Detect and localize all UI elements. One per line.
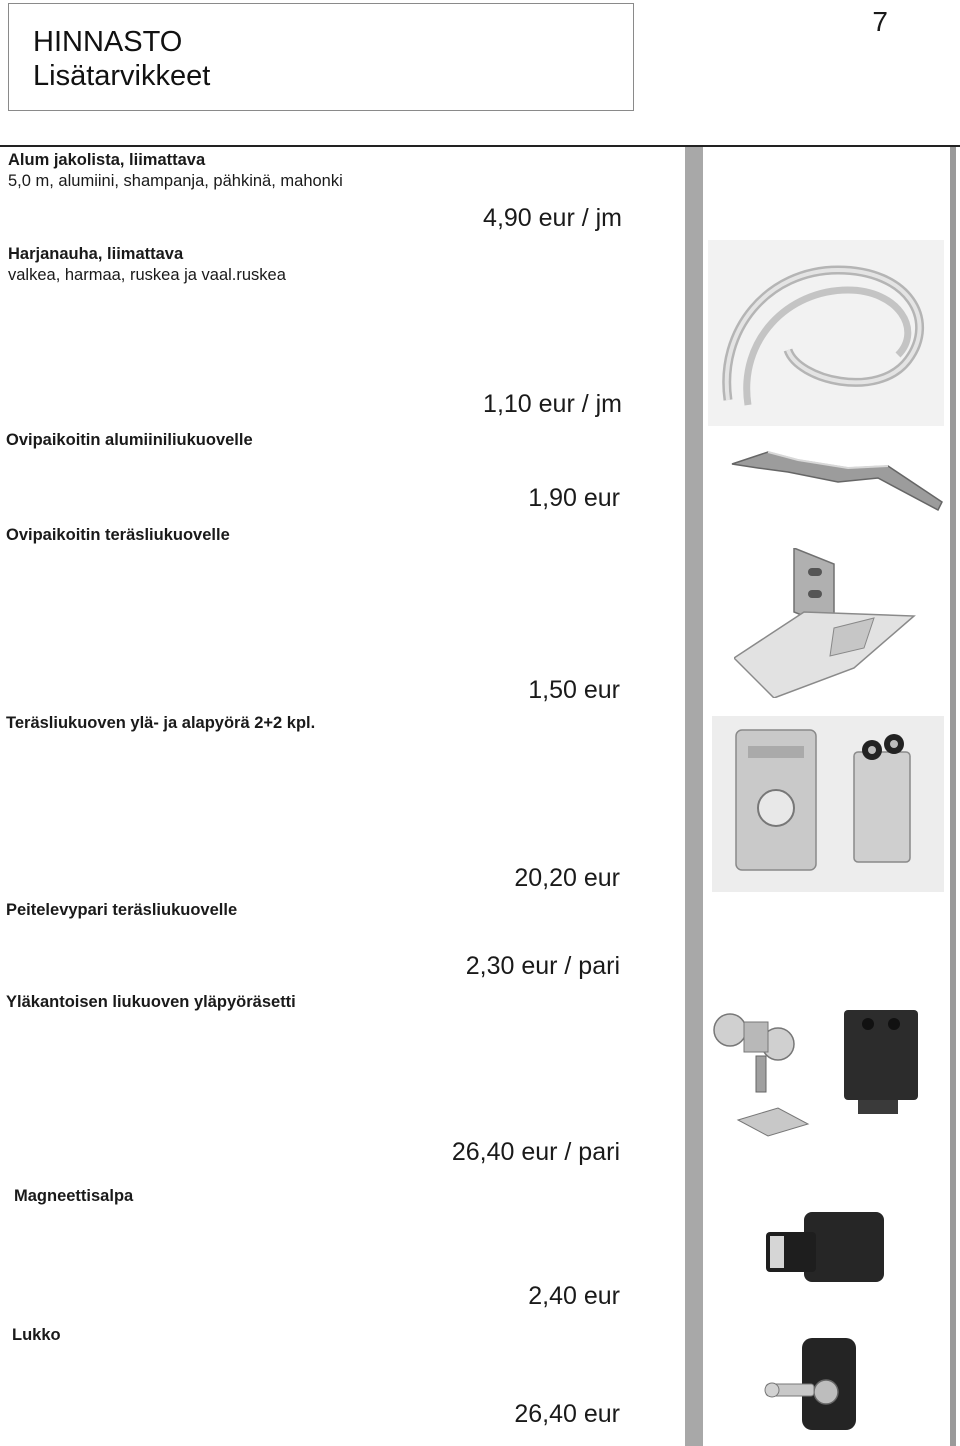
item-name: Teräsliukuoven ylä- ja alapyörä 2+2 kpl. bbox=[6, 714, 316, 732]
item-price: 20,20 eur bbox=[514, 864, 620, 892]
door-stop-aluminium-photo bbox=[728, 438, 948, 518]
item-name: Harjanauha, liimattava bbox=[8, 245, 184, 263]
item-name: Ovipaikoitin alumiiniliukuovelle bbox=[6, 431, 253, 449]
header-box bbox=[8, 3, 634, 111]
item-price: 1,10 eur / jm bbox=[483, 390, 622, 418]
item-name: Ovipaikoitin teräsliukuovelle bbox=[6, 526, 230, 544]
page-number: 7 bbox=[872, 6, 888, 37]
door-stop-steel-photo bbox=[734, 548, 924, 698]
item-price: 1,50 eur bbox=[528, 676, 620, 704]
item-name: Alum jakolista, liimattava bbox=[8, 151, 206, 169]
brush-strip-photo bbox=[708, 240, 944, 426]
lock-photo bbox=[760, 1334, 860, 1434]
page-subtitle: Lisätarvikkeet bbox=[33, 60, 211, 92]
item-price: 4,90 eur / jm bbox=[483, 204, 622, 232]
item-name: Peitelevypari teräsliukuovelle bbox=[6, 901, 238, 919]
item-name: Lukko bbox=[12, 1326, 61, 1344]
top-roller-set-photo bbox=[708, 1000, 940, 1160]
page-title: HINNASTO bbox=[33, 26, 183, 58]
header-rule bbox=[0, 145, 960, 147]
item-price: 2,40 eur bbox=[528, 1282, 620, 1310]
item-detail: 5,0 m, alumiini, shampanja, pähkinä, mahonki bbox=[8, 172, 343, 190]
item-price: 2,30 eur / pari bbox=[465, 952, 620, 980]
item-price: 1,90 eur bbox=[528, 484, 620, 512]
steel-door-rollers-photo bbox=[712, 716, 944, 892]
sidebar-edge bbox=[950, 147, 956, 1446]
item-name: Yläkantoisen liukuoven yläpyöräsetti bbox=[6, 993, 296, 1011]
magnetic-catch-photo bbox=[760, 1208, 890, 1288]
item-name: Magneettisalpa bbox=[14, 1187, 134, 1205]
item-price: 26,40 eur / pari bbox=[451, 1138, 620, 1166]
sidebar-band bbox=[685, 147, 703, 1446]
item-price: 26,40 eur bbox=[514, 1400, 620, 1428]
item-detail: valkea, harmaa, ruskea ja vaal.ruskea bbox=[8, 266, 286, 284]
